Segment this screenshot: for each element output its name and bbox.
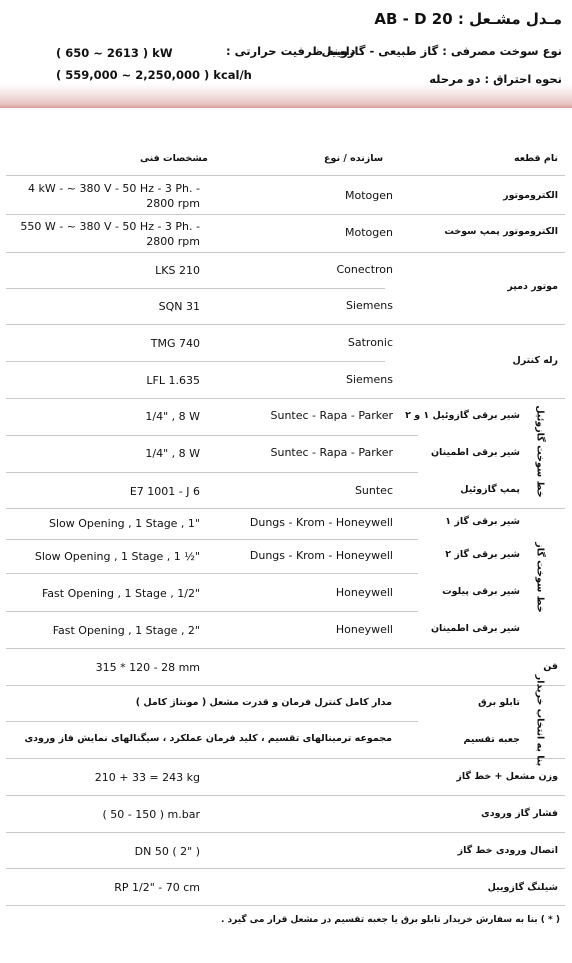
fuel-type: نوع سوخت مصرفی : گاز طبیعی - گازوییل xyxy=(321,44,562,58)
part-cell: الکتروموتور پمپ سوخت xyxy=(444,226,558,237)
spec-line: مدار کامل کنترل فرمان و قدرت مشعل ( مونتاژ کامل ) xyxy=(135,697,392,708)
spec-line: 2800 rpm xyxy=(146,197,200,210)
group-oil-line: خط سوخت گازوئیل xyxy=(534,405,546,498)
spec-line: E7 1001 - J 6 xyxy=(129,485,200,498)
model-code: AB - D 20 xyxy=(374,10,453,28)
row-divider xyxy=(6,508,565,509)
row-divider xyxy=(6,214,565,215)
spec-line: 315 * 120 - 28 mm xyxy=(95,661,200,674)
row-divider xyxy=(6,611,418,612)
row-divider xyxy=(6,868,565,869)
part-cell: شیلنگ گازوییل xyxy=(487,882,558,893)
row-divider xyxy=(6,288,385,289)
part-cell: جعبه تقسیم xyxy=(463,734,520,745)
spec-line: مجموعه ترمینالهای تقسیم ، کلید فرمان عملکرد ، سیگنالهای نمایش فاز ورودی xyxy=(24,733,392,744)
row-divider xyxy=(6,905,565,906)
part-cell: رله کنترل xyxy=(512,355,558,366)
row-divider xyxy=(6,648,565,649)
spec-line: TMG 740 xyxy=(150,337,200,350)
row-divider xyxy=(6,472,418,473)
spec-line: LKS 210 xyxy=(155,264,200,277)
group-optional: بنا به انتخاب خریدار xyxy=(534,674,546,767)
maker-cell: Dungs - Krom - Honeywell xyxy=(249,516,393,529)
part-cell: موتور دمپر xyxy=(507,281,558,292)
capacity-kcal: ( 559,000 ~ 2,250,000 ) kcal/h xyxy=(56,68,252,82)
spec-line: 1/4" , 8 W xyxy=(145,410,200,423)
spec-line: Slow Opening , 1 Stage , 1" xyxy=(49,517,200,530)
spec-line: Slow Opening , 1 Stage , 1 ½" xyxy=(34,550,200,563)
part-cell: فن xyxy=(543,661,558,672)
maker-cell: Suntec - Rapa - Parker xyxy=(270,409,393,422)
maker-cell: Honeywell xyxy=(335,586,393,599)
part-cell: شیر برقی گاز ۲ xyxy=(445,549,520,560)
spec-line: Fast Opening , 1 Stage , 2" xyxy=(52,624,200,637)
maker-cell: Suntec xyxy=(354,484,393,497)
capacity-kw: ( 650 ~ 2613 ) kW xyxy=(56,46,173,60)
spec-line: 210 + 33 = 243 kg xyxy=(94,771,200,784)
group-gas-line: خط سوخت گاز xyxy=(534,542,546,613)
part-cell: شیر برقی اطمینان xyxy=(430,447,520,458)
maker-cell: Conectron xyxy=(336,263,393,276)
row-divider xyxy=(6,175,565,176)
row-divider xyxy=(6,832,565,833)
column-spec: مشخصات فنی xyxy=(140,153,208,164)
row-divider xyxy=(6,758,565,759)
maker-cell: Dungs - Krom - Honeywell xyxy=(249,549,393,562)
row-divider xyxy=(6,324,565,325)
spec-line: SQN 31 xyxy=(158,300,200,313)
row-divider xyxy=(6,795,565,796)
row-divider xyxy=(6,252,565,253)
part-cell: شیر برقی پیلوت xyxy=(442,586,520,597)
combustion-type: نحوه احتراق : دو مرحله xyxy=(429,72,562,86)
spec-line: ( 50 - 150 ) m.bar xyxy=(102,808,200,821)
spec-line: 4 kW - ~ 380 V - 50 Hz - 3 Ph. - xyxy=(28,182,200,195)
model-title xyxy=(364,10,562,28)
row-divider xyxy=(6,721,418,722)
row-divider xyxy=(6,573,418,574)
column-part: نام قطعه xyxy=(513,153,558,164)
maker-cell: Honeywell xyxy=(335,623,393,636)
part-cell: شیر برقی اطمینان xyxy=(430,623,520,634)
part-cell: پمپ گازوئیل xyxy=(460,484,520,495)
maker-cell: Motogen xyxy=(345,226,393,239)
maker-cell: Siemens xyxy=(346,299,393,312)
column-maker: سازنده / نوع xyxy=(324,153,384,164)
spec-line: 550 W - ~ 380 V - 50 Hz - 3 Ph. - xyxy=(20,220,200,233)
spec-line: 2800 rpm xyxy=(146,235,200,248)
row-divider xyxy=(6,539,418,540)
part-cell: فشار گاز ورودی xyxy=(481,808,558,819)
row-divider xyxy=(6,361,385,362)
maker-cell: Siemens xyxy=(346,373,393,386)
row-divider xyxy=(6,435,418,436)
part-cell: اتصال ورودی خط گاز xyxy=(457,845,558,856)
maker-cell: Suntec - Rapa - Parker xyxy=(270,446,393,459)
row-divider xyxy=(6,398,565,399)
part-cell: شیر برقی گاز ۱ xyxy=(445,516,520,527)
spec-line: DN 50 ( 2" ) xyxy=(134,845,200,858)
part-cell: تابلو برق xyxy=(478,697,520,708)
capacity-label: دامنه ظرفیت حرارتی : xyxy=(226,44,356,58)
spec-line: RP 1/2" - 70 cm xyxy=(114,881,200,894)
part-cell: وزن مشعل + خط گاز xyxy=(456,771,558,782)
spec-line: LFL 1.635 xyxy=(146,374,200,387)
model-label: مـدل مشـعل : xyxy=(457,10,562,28)
spec-line: 1/4" , 8 W xyxy=(145,447,200,460)
part-cell: الکتروموتور xyxy=(503,190,558,201)
maker-cell: Motogen xyxy=(345,189,393,202)
footnote: ( * ) بنا به سفارش خریدار تابلو برق یا جعبه تقسیم در مشعل قرار می گیرد . xyxy=(220,915,560,925)
maker-cell: Satronic xyxy=(347,336,393,349)
spec-line: Fast Opening , 1 Stage , 1/2" xyxy=(41,587,200,600)
part-cell: شیر برقی گازوئیل ۱ و ۲ xyxy=(405,410,520,421)
row-divider xyxy=(6,685,565,686)
